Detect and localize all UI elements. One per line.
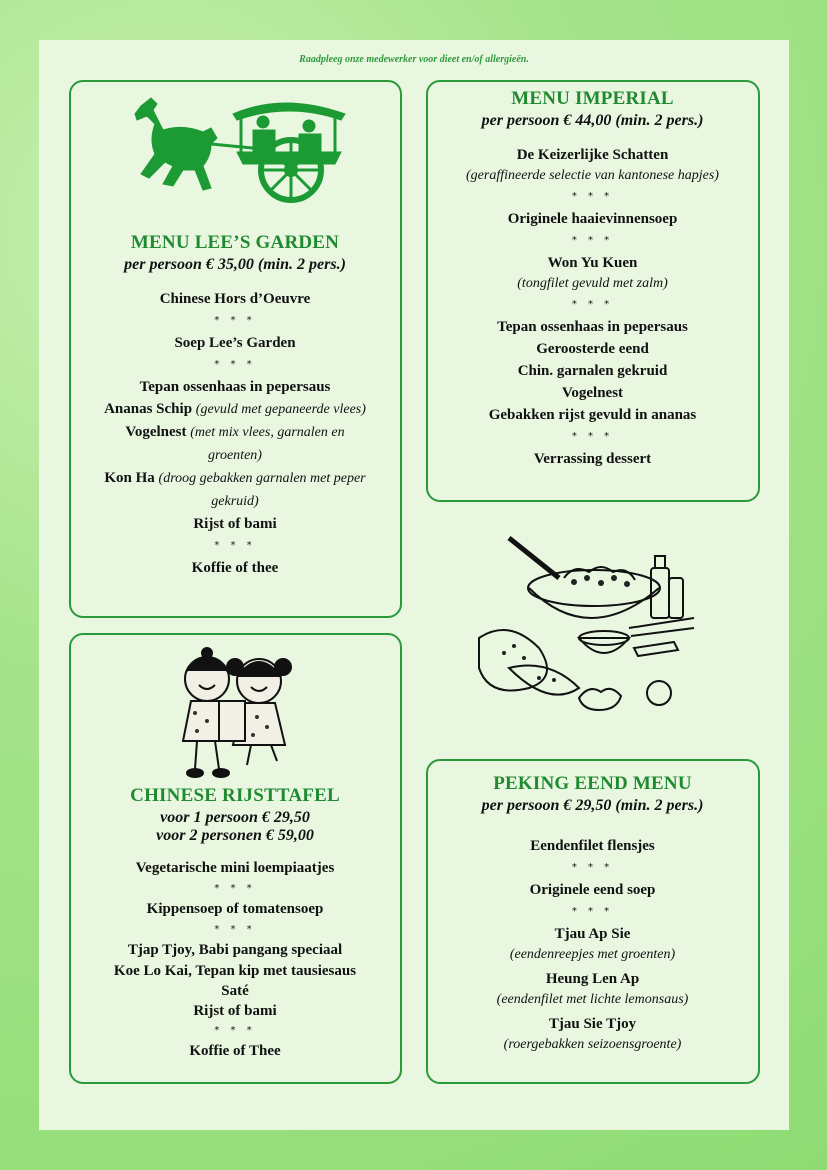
wok-cooking-illustration bbox=[469, 528, 699, 728]
menu-item: De Keizerlijke Schatten bbox=[516, 147, 669, 163]
menu-item: Koffie of Thee bbox=[189, 1043, 281, 1059]
separator: * * * bbox=[571, 191, 614, 202]
menu-item-text: Ananas Schip bbox=[104, 401, 196, 417]
separator: * * * bbox=[214, 359, 256, 370]
menu-item-note: (geraffineerde selectie van kantonese hapjes) bbox=[466, 168, 719, 183]
menu-item: Rijst of bami bbox=[193, 516, 277, 532]
menu-item-emphasis: Lee’s Garden bbox=[209, 335, 296, 351]
menu-item: Tjau Ap Sie bbox=[554, 926, 631, 942]
menu-page bbox=[39, 40, 789, 1130]
menu-items bbox=[71, 288, 399, 579]
menu-rijsttafel-box bbox=[69, 633, 402, 1084]
menu-item: Koe Lo Kai, Tepan kip met tausiesaus bbox=[113, 963, 357, 979]
menu-title: PEKING EEND MENU bbox=[493, 773, 692, 794]
menu-item: Kippensoep of tomatensoep bbox=[146, 901, 324, 917]
horse-carriage-illustration bbox=[123, 92, 353, 212]
separator: * * * bbox=[571, 862, 614, 873]
menu-item bbox=[101, 398, 369, 421]
menu-items bbox=[428, 835, 757, 1055]
menu-item: Rijst of bami bbox=[193, 1003, 277, 1019]
menu-item: Eendenfilet flensjes bbox=[530, 838, 655, 854]
menu-title: CHINESE RIJSTTAFEL bbox=[130, 785, 340, 806]
menu-peking-box bbox=[426, 759, 760, 1084]
separator: * * * bbox=[214, 883, 256, 894]
menu-item: Originele eend soep bbox=[529, 882, 656, 898]
menu-title: MENU IMPERIAL bbox=[511, 88, 674, 109]
menu-price: per persoon € 29,50 (min. 2 pers.) bbox=[481, 797, 704, 814]
separator: * * * bbox=[214, 540, 256, 551]
menu-item: Tjap Tjoy, Babi pangang speciaal bbox=[127, 942, 343, 958]
menu-item: Chinese Hors d’Oeuvre bbox=[159, 291, 311, 307]
menu-item: Chin. garnalen gekruid bbox=[517, 363, 668, 379]
separator: * * * bbox=[571, 906, 614, 917]
menu-price: per persoon € 44,00 (min. 2 pers.) bbox=[481, 112, 704, 129]
menu-item-note: (eendenreepjes met groenten) bbox=[509, 947, 676, 962]
menu-item: Originele haaievinnensoep bbox=[507, 211, 678, 227]
separator: * * * bbox=[571, 299, 614, 310]
menu-item bbox=[101, 332, 369, 354]
menu-item: Geroosterde eend bbox=[536, 341, 649, 357]
menu-item-text: Soep bbox=[174, 335, 210, 351]
menu-item-note: (gevuld met gepaneerde vlees) bbox=[195, 402, 366, 417]
menu-item: Saté bbox=[221, 983, 249, 999]
menu-item: Won Yu Kuen bbox=[547, 255, 638, 271]
menu-item-note: (roergebakken seizoensgroente) bbox=[503, 1037, 682, 1052]
menu-price: per persoon € 35,00 (min. 2 pers.) bbox=[124, 256, 346, 273]
menu-item-text: Kon Ha bbox=[104, 470, 159, 486]
menu-item: Tepan ossenhaas in pepersaus bbox=[497, 319, 688, 335]
menu-item: Heung Len Ap bbox=[545, 971, 640, 987]
separator: * * * bbox=[214, 924, 256, 935]
menu-imperial-box bbox=[426, 80, 760, 502]
menu-items bbox=[71, 857, 399, 1062]
menu-item: Vegetarische mini loempiaatjes bbox=[135, 860, 335, 876]
menu-item-note: (eendenfilet met lichte lemonsaus) bbox=[496, 992, 689, 1007]
menu-item-note: (tongfilet gevuld met zalm) bbox=[517, 276, 668, 291]
separator: * * * bbox=[214, 1025, 256, 1036]
menu-item-note: (met mix vlees, garnalen en groenten) bbox=[190, 425, 345, 463]
menu-item bbox=[101, 421, 369, 467]
menu-price: voor 2 personen € 59,00 bbox=[156, 827, 314, 844]
menu-lees-garden-box bbox=[69, 80, 402, 618]
menu-item-note: (droog gebakken garnalen met peper gekruid) bbox=[158, 471, 366, 509]
menu-item: Vogelnest bbox=[561, 385, 624, 401]
chinese-children-illustration bbox=[167, 641, 307, 781]
allergy-notice: Raadpleeg onze medewerker voor dieet en/of allergieën. bbox=[299, 54, 529, 65]
menu-item: Koffie of thee bbox=[191, 560, 279, 576]
menu-price: voor 1 persoon € 29,50 bbox=[160, 809, 310, 826]
separator: * * * bbox=[571, 431, 614, 442]
menu-item: Tjau Sie Tjoy bbox=[548, 1016, 637, 1032]
menu-title: MENU LEE’S GARDEN bbox=[130, 232, 340, 253]
menu-item bbox=[101, 467, 369, 513]
menu-item: Verrassing dessert bbox=[533, 451, 652, 467]
menu-item-text: Vogelnest bbox=[125, 424, 191, 440]
separator: * * * bbox=[571, 235, 614, 246]
separator: * * * bbox=[214, 315, 256, 326]
menu-item: Gebakken rijst gevuld in ananas bbox=[488, 407, 697, 423]
menu-items bbox=[428, 144, 757, 470]
menu-item: Tepan ossenhaas in pepersaus bbox=[139, 379, 331, 395]
